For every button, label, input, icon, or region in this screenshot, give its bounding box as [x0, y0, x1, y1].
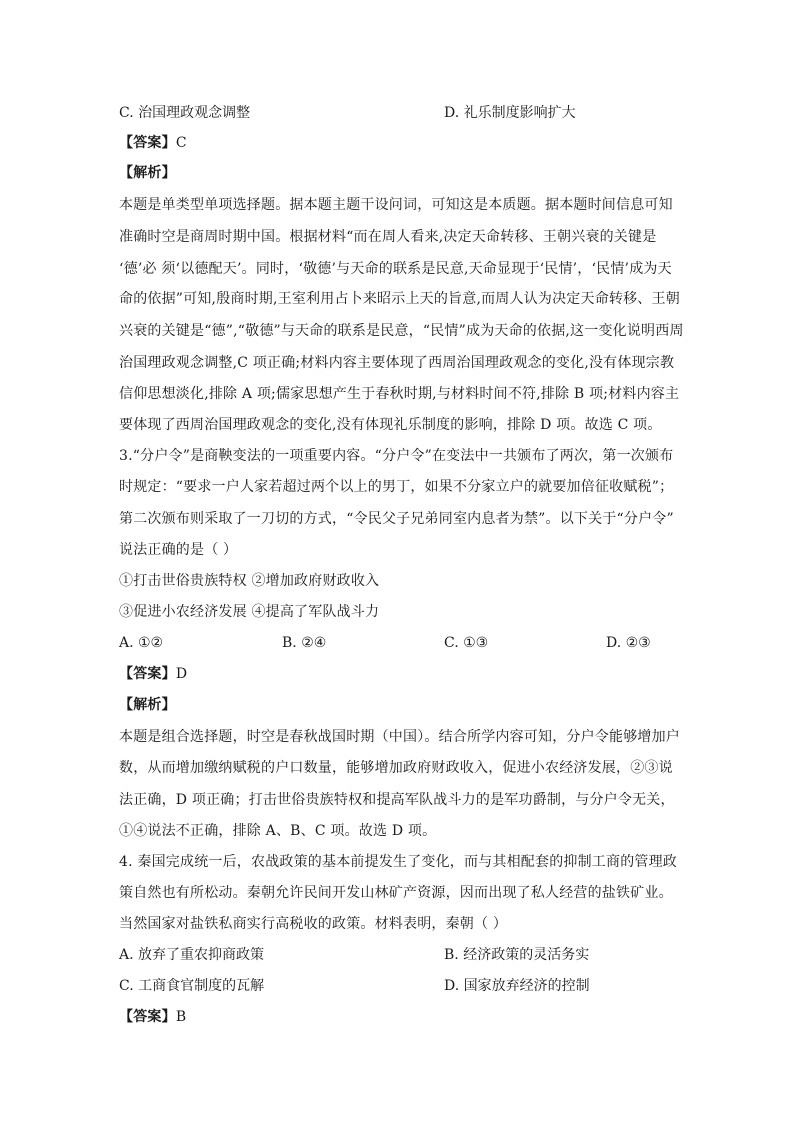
answer-tag: 【答案】 — [119, 666, 176, 682]
q4-stem-line: 策自然也有所松动。秦朝允许民间开发山林矿产资源，因而出现了私人经营的盐铁矿业。 — [119, 885, 673, 901]
q3-option-a: A. ①② — [119, 635, 164, 651]
answer-tag: 【答案】 — [119, 1009, 176, 1025]
q4-answer — [119, 1008, 186, 1026]
q3-analysis-line: 数，从而增加缴纳赋税的户口数量，能够增加政府财政收入，促进小农经济发展，②③说 — [119, 760, 673, 776]
q2-option-d: D. 礼乐制度影响扩大 — [444, 105, 576, 121]
q3-option-b: B. ②④ — [282, 635, 327, 651]
q2-analysis-line: 要体现了西周治国理政观念的变化,没有体现礼乐制度的影响，排除 D 项。故选 C 项。 — [119, 417, 662, 433]
q3-stem-line: 说法正确的是（ ） — [119, 542, 238, 558]
q2-analysis-line: 本题是单类型单项选择题。据本题主题干设问词，可知这是本质题。据本题时间信息可知 — [119, 197, 673, 213]
answer-tag: 【答案】 — [119, 135, 176, 151]
q3-analysis-tag: 【解析】 — [119, 697, 176, 713]
q2-analysis-line: 命的依据”可知,殷商时期,王室利用占卜来昭示上天的旨意,而周人认为决定天命转移、王朝 — [119, 291, 680, 307]
answer-value: D — [175, 666, 188, 682]
q3-stem-line: 第二次颁布则采取了一刀切的方式，“令民父子兄弟同室内息者为禁”。以下关于“分户令” — [119, 511, 674, 527]
q3-option-c: C. ①③ — [444, 635, 489, 651]
q3-choices-line: ③促进小农经济发展 ④提高了军队战斗力 — [119, 604, 380, 620]
q2-analysis-line: 信仰思想淡化,排除 A 项;儒家思想产生于春秋时期,与材料时间不符,排除 B 项;材料内容主 — [119, 386, 680, 402]
q3-choices-line: ①打击世俗贵族特权 ②增加政府财政收入 — [119, 573, 380, 589]
q3-analysis-line: ①④说法不正确，排除 A、B、C 项。故选 D 项。 — [119, 823, 437, 839]
q2-analysis-line: 治国理政观念调整,C 项正确;材料内容主要体现了西周治国理政观念的变化,没有体现宗教 — [119, 355, 675, 371]
q2-analysis-line: ‘德’必 须‘以德配天’。同时，‘敬德’与天命的联系是民意,天命显现于‘民情’，‘民情’成为天 — [119, 261, 672, 277]
q4-option-d: D. 国家放弃经济的控制 — [444, 978, 590, 994]
q3-analysis-line: 法正确，D 项正确；打击世俗贵族特权和提高军队战斗力的是军功爵制，与分户令无关， — [119, 792, 675, 808]
q4-stem-line: 当然国家对盐铁私商实行高税收的政策。材料表明，秦朝（ ） — [119, 916, 508, 932]
q3-stem-line: 3.“分户令”是商鞅变法的一项重要内容。“分户令”在变法中一共颁布了两次，第一次颁布 — [119, 448, 674, 464]
q4-option-c: C. 工商食官制度的瓦解 — [119, 978, 265, 994]
q2-analysis-tag: 【解析】 — [119, 165, 176, 181]
q2-analysis-line: 兴衰的关键是“德”,“敬德”与天命的联系是民意，“民情”成为天命的依据,这一变化说明西周 — [119, 323, 684, 339]
q4-option-a: A. 放弃了重农抑商政策 — [119, 947, 265, 963]
q2-analysis-line: 准确时空是商周时期中国。根据材料“而在周人看来,决定天命转移、王朝兴衰的关键是 — [119, 229, 657, 245]
q3-analysis-line: 本题是组合选择题，时空是春秋战国时期（中国）。结合所学内容可知，分户令能够增加户 — [119, 729, 680, 745]
q3-stem-line: 时规定：“要求一户人家若超过两个以上的男丁，如果不分家立户的就要加倍征收赋税”； — [119, 479, 674, 495]
answer-value: C — [175, 135, 187, 151]
q2-answer — [119, 134, 187, 152]
q2-option-c: C. 治国理政观念调整 — [119, 105, 251, 121]
q4-stem-line: 4. 秦国完成统一后，农战政策的基本前提发生了变化，而与其相配套的抑制工商的管理政 — [119, 854, 678, 870]
q3-option-d: D. ②③ — [606, 635, 651, 651]
q3-answer — [119, 665, 187, 683]
answer-value: B — [175, 1009, 187, 1025]
q4-option-b: B. 经济政策的灵活务实 — [444, 947, 590, 963]
